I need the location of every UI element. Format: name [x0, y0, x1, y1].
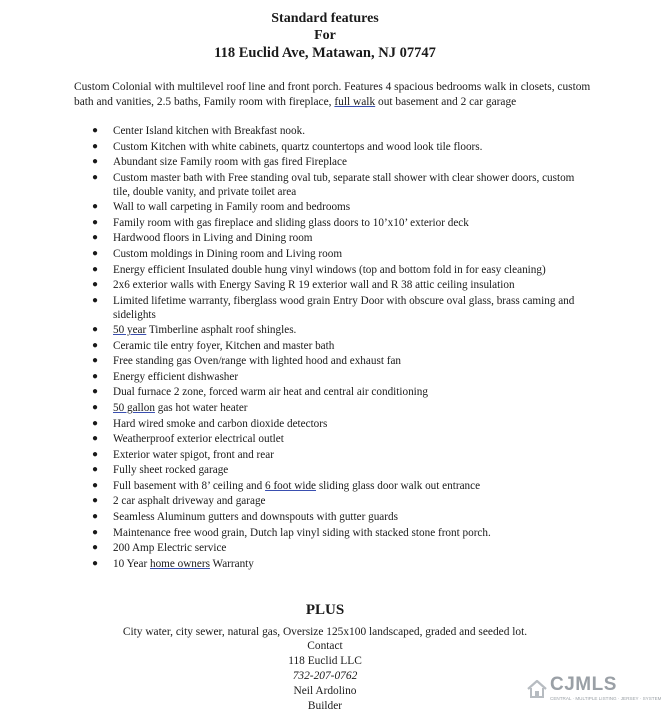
bullet-icon: ●	[92, 542, 99, 554]
feature-text: 2x6 exterior walls with Energy Saving R 19 exterior wall and R 38 attic ceiling insulation	[113, 279, 515, 292]
bullet-icon: ●	[92, 370, 99, 382]
feature-item	[74, 385, 594, 399]
bullet-icon: ●	[92, 417, 99, 429]
bullet-icon: ●	[92, 433, 99, 445]
feature-text: Fully sheet rocked garage	[113, 464, 229, 477]
bullet-icon: ●	[92, 386, 99, 398]
bullet-icon: ●	[92, 294, 99, 306]
feature-text: 10 Year	[113, 557, 150, 570]
bullet-icon: ●	[92, 557, 99, 569]
feature-item	[74, 216, 594, 230]
bullet-icon: ●	[92, 201, 99, 213]
feature-text: Hard wired smoke and carbon dioxide detectors	[113, 417, 328, 430]
bullet-icon: ●	[92, 216, 99, 228]
feature-underlined-text: 50 year	[113, 324, 147, 337]
bullet-icon: ●	[92, 171, 99, 183]
intro-paragraph	[74, 80, 594, 109]
feature-item	[74, 432, 594, 446]
house-icon	[526, 678, 548, 700]
feature-list	[74, 124, 594, 572]
document-subtitle-for: For	[314, 28, 336, 43]
bullet-icon: ●	[92, 402, 99, 413]
feature-item	[74, 448, 594, 462]
bullet-icon: ●	[92, 263, 99, 275]
feature-item	[74, 479, 594, 493]
feature-text: Family room with gas fireplace and sliding glass doors to 10’x10’ exterior deck	[113, 216, 469, 229]
contact-role: Builder	[307, 700, 343, 712]
bullet-icon: ●	[92, 279, 99, 291]
feature-item	[74, 278, 594, 292]
feature-text: Wall to wall carpeting in Family room and bedrooms	[113, 201, 351, 214]
watermark-tagline: CENTRAL · MULTIPLE LISTING · JERSEY · SYSTEM	[550, 696, 661, 701]
feature-text: Custom Kitchen with white cabinets, quartz countertops and wood look tile floors.	[113, 140, 483, 153]
feature-text-end: sliding glass door walk out entrance	[316, 479, 481, 492]
feature-text: Custom master bath with Free standing oval tub, separate stall shower with clear shower doors, custom tile, double vanity, and private toilet area	[113, 171, 575, 198]
contact-company: 118 Euclid LLC	[288, 655, 362, 667]
bullet-icon: ●	[92, 464, 99, 476]
feature-text: Dual furnace 2 zone, forced warm air heat and central air conditioning	[113, 386, 428, 399]
feature-text-end: Warranty	[209, 557, 254, 570]
feature-text: Free standing gas Oven/range with lighted hood and exhaust fan	[113, 355, 402, 368]
feature-underlined-text: home owners	[149, 557, 210, 570]
bullet-icon: ●	[92, 495, 99, 507]
bullet-icon: ●	[92, 156, 99, 168]
feature-text-end: Timberline asphalt roof shingles.	[146, 324, 297, 337]
contact-label: Contact	[307, 640, 343, 652]
feature-item	[74, 510, 594, 524]
feature-text: 200 Amp Electric service	[113, 542, 227, 555]
bullet-icon: ●	[92, 526, 99, 538]
feature-item	[74, 155, 594, 169]
feature-text: Abundant size Family room with gas fired Fireplace	[113, 156, 347, 169]
watermark-brand: CJMLS	[550, 674, 617, 695]
feature-item	[74, 463, 594, 477]
feature-item	[74, 526, 594, 540]
intro-text-1: Custom Colonial with multilevel roof line and front porch. Features 4 spacious bedrooms walk in closets, custom bath and vanities, 2.5 baths, Family room with fireplace,	[74, 81, 591, 108]
feature-item	[74, 200, 594, 214]
feature-item	[74, 140, 594, 154]
bullet-icon: ●	[92, 339, 99, 351]
feature-text: Exterior water spigot, front and rear	[113, 448, 274, 461]
feature-item	[74, 171, 594, 199]
feature-text: Full basement with 8’ ceiling and	[113, 479, 266, 492]
bullet-icon: ●	[92, 324, 99, 336]
feature-item	[74, 323, 594, 337]
intro-underlined-text: full walk	[334, 95, 376, 108]
intro-text-2: out basement and 2 car garage	[375, 95, 517, 108]
bullet-icon: ●	[92, 232, 99, 244]
feature-text: Seamless Aluminum gutters and downspouts with gutter guards	[113, 510, 398, 523]
bullet-icon: ●	[92, 247, 99, 259]
bullet-icon: ●	[92, 510, 99, 522]
contact-phone: 732-207-0762	[292, 670, 358, 682]
feature-item	[74, 263, 594, 277]
property-address: 118 Euclid Ave, Matawan, NJ 07747	[214, 45, 436, 61]
feature-text: 2 car asphalt driveway and garage	[113, 495, 266, 508]
bullet-icon: ●	[92, 125, 99, 136]
feature-text: Energy efficient dishwasher	[113, 370, 239, 383]
feature-item	[74, 294, 594, 322]
feature-item	[74, 124, 594, 138]
feature-text: Custom moldings in Dining room and Living room	[113, 247, 343, 260]
feature-item	[74, 541, 594, 555]
plus-description: City water, city sewer, natural gas, Oversize 125x100 landscaped, graded and seeded lot.	[122, 626, 528, 638]
feature-text: Energy efficient Insulated double hung vinyl windows (top and bottom fold in for easy cleaning)	[113, 263, 546, 276]
feature-text: Hardwood floors in Living and Dining room	[113, 232, 313, 245]
feature-item	[74, 339, 594, 353]
contact-name: Neil Ardolino	[293, 685, 357, 697]
feature-item	[74, 370, 594, 384]
feature-text: Maintenance free wood grain, Dutch lap vinyl siding with stacked stone front porch.	[113, 526, 491, 539]
feature-item	[74, 354, 594, 368]
feature-text: Center Island kitchen with Breakfast nook.	[113, 125, 306, 137]
bullet-icon: ●	[92, 355, 99, 367]
bullet-icon: ●	[92, 479, 99, 491]
feature-item	[74, 417, 594, 431]
cjmls-watermark-logo	[524, 672, 661, 708]
feature-text: Limited lifetime warranty, fiberglass wood grain Entry Door with obscure oval glass, brass caming and sidelights	[113, 294, 575, 321]
bullet-icon: ●	[92, 448, 99, 460]
feature-underlined-text: 6 foot wide	[265, 479, 317, 492]
feature-item	[74, 231, 594, 245]
feature-item	[74, 557, 594, 571]
document-title: Standard features	[271, 11, 379, 26]
feature-text-end: gas hot water heater	[154, 402, 248, 414]
bullet-icon: ●	[92, 140, 99, 152]
feature-text: Ceramic tile entry foyer, Kitchen and master bath	[113, 339, 335, 352]
plus-heading: PLUS	[305, 602, 345, 618]
feature-item	[74, 401, 594, 415]
feature-underlined-text: 50 gallon	[113, 402, 155, 414]
feature-item	[74, 247, 594, 261]
feature-item	[74, 494, 594, 508]
feature-text: Weatherproof exterior electrical outlet	[113, 433, 284, 446]
